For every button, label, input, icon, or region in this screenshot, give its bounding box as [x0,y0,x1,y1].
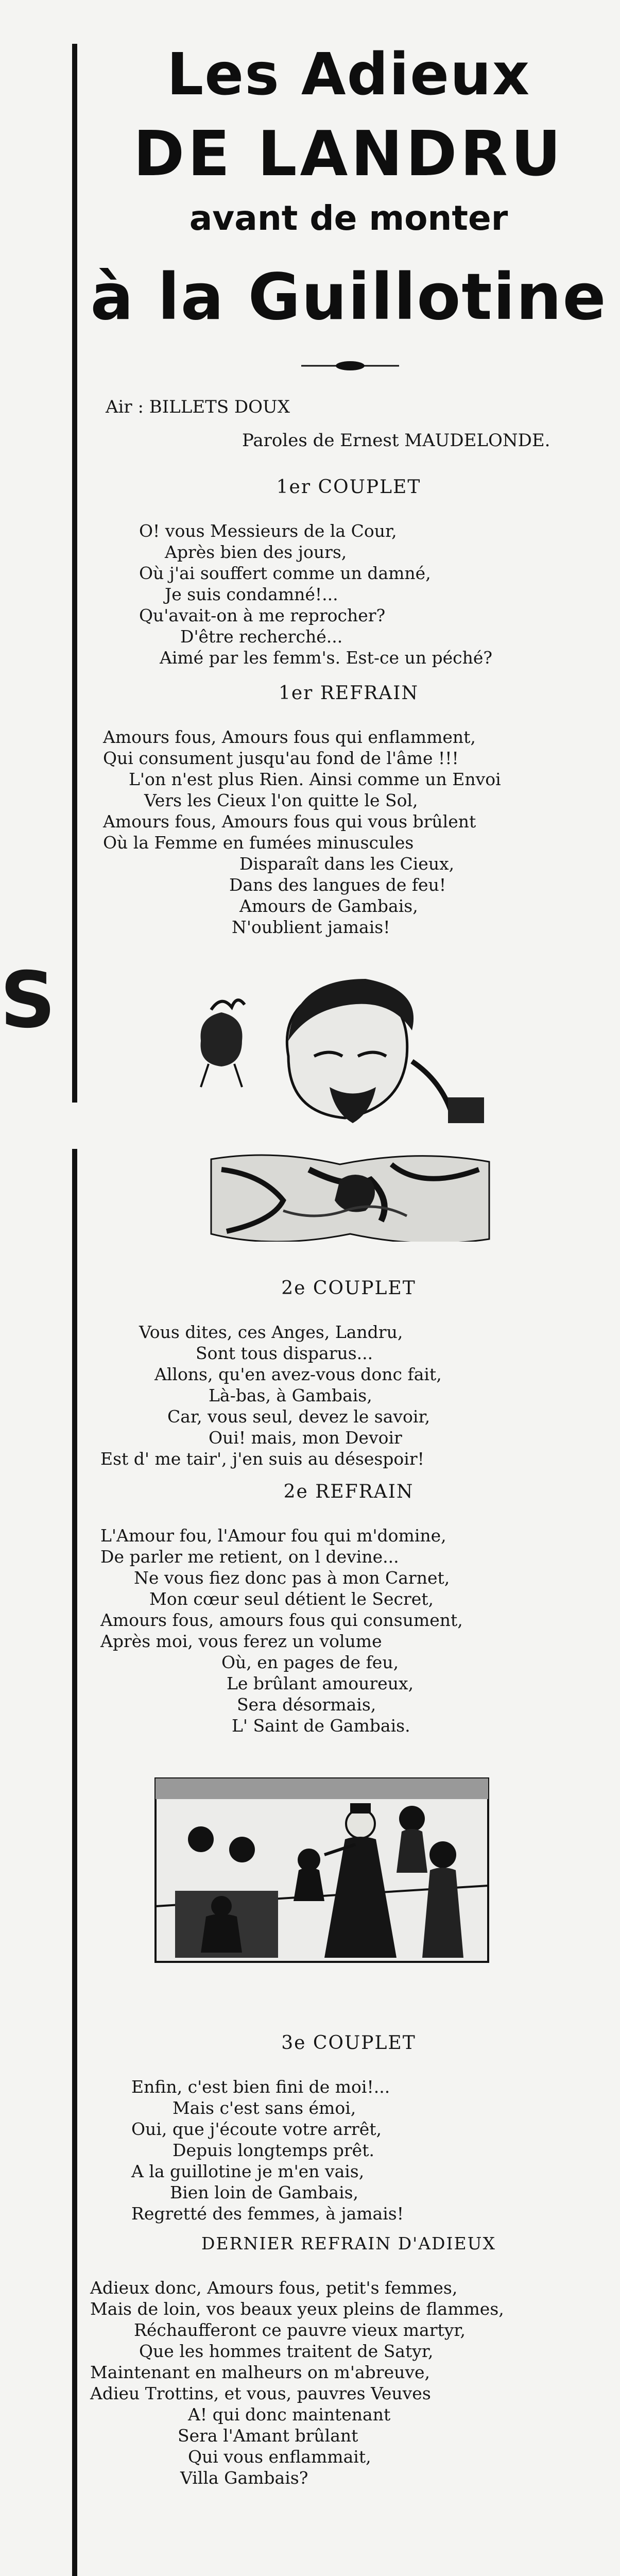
final-refrain-heading: DERNIER REFRAIN D'ADIEUX [201,2233,496,2253]
lyric-line: Sont tous disparus... [196,1343,373,1363]
lyric-line: Qui consument jusqu'au fond de l'âme !!! [103,748,459,768]
lyric-line: Ne vous fiez donc pas à mon Carnet, [134,1568,450,1588]
lyric-line: D'être recherché... [180,626,343,647]
lyric-line: Mais c'est sans émoi, [173,2098,356,2118]
man-with-purse-illustration [180,979,500,1123]
lyric-line: N'oublient jamais! [232,917,390,937]
cropped-side-letter: S [0,956,56,1045]
lyric-line: Sera l'Amant brûlant [178,2426,358,2446]
lyric-line: Allons, qu'en avez-vous donc fait, [154,1364,442,1384]
lyric-line: Amours fous, Amours fous qui enflamment, [103,727,476,747]
lyric-line: Mais de loin, vos beaux yeux pleins de flammes, [90,2299,504,2319]
lyric-line: Maintenant en malheurs on m'abreuve, [90,2362,430,2382]
couplet-1-heading: 1er COUPLET [276,477,421,498]
lyric-line: Amours fous, amours fous qui consument, [100,1610,463,1630]
lyric-line: L'Amour fou, l'Amour fou qui m'domine, [100,1526,446,1546]
lyric-line: De parler me retient, on l devine... [100,1547,399,1567]
refrain-2-text [100,1525,463,1736]
left-vertical-rule-lower [72,1149,77,2576]
lyric-line: Le brûlant amoureux, [227,1673,414,1693]
lyric-line: Villa Gambais? [180,2468,308,2488]
lyric-line: Mon cœur seul détient le Secret, [149,1589,434,1609]
couplet-2-heading: 2e COUPLET [281,1278,416,1299]
lyric-line: Après moi, vous ferez un volume [100,1631,382,1651]
lyric-line: L' Saint de Gambais. [232,1716,410,1736]
courtroom-illustration [154,1777,489,1963]
lyric-line: Est d' me tair', j'en suis au désespoir! [100,1449,424,1469]
lyric-line: Après bien des jours, [165,542,347,562]
couplet-3-text [131,2076,404,2224]
lyric-line: Qu'avait-on à me reprocher? [139,605,386,625]
lyric-line: Regretté des femmes, à jamais! [131,2204,404,2224]
title-line-1: Les Adieux [166,41,531,108]
couplet-2-text [100,1321,442,1469]
refrain-2-heading: 2e REFRAIN [283,1481,414,1502]
couplet-3-heading: 3e COUPLET [281,2032,416,2054]
left-vertical-rule [72,44,77,1103]
lyric-line: O! vous Messieurs de la Cour, [139,521,397,541]
lyric-line: Dans des langues de feu! [229,875,446,895]
lyric-line: Bien loin de Gambais, [170,2182,359,2202]
final-refrain-text [90,2277,504,2488]
lyric-line: Où j'ai souffert comme un damné, [139,563,431,583]
lyric-line: Amours de Gambais, [239,896,418,916]
lyric-line: Amours fous, Amours fous qui vous brûlent [103,811,476,832]
lyric-line: Adieu Trottins, et vous, pauvres Veuves [90,2383,431,2403]
ornament-divider [301,358,399,374]
lyric-line: Aimé par les femm's. Est-ce un péché? [160,648,493,668]
lyric-line: Où, en pages de feu, [221,1652,399,1672]
lyric-line: Oui! mais, mon Devoir [209,1428,402,1448]
lyric-line: A! qui donc maintenant [188,2404,391,2425]
title-line-2: DE LANDRU [133,118,564,190]
couplet-1-text [139,520,492,668]
lyric-line: Enfin, c'est bien fini de moi!... [131,2077,390,2097]
lyric-line: Là-bas, à Gambais, [209,1385,372,1405]
lyric-line: Où la Femme en fumées minuscules [103,833,414,853]
hands-illustration [206,1149,494,1242]
lyricist-credit: Paroles de Ernest MAUDELONDE. [242,430,550,451]
lyric-line: Je suis condamné!... [165,584,338,604]
lyric-line: Depuis longtemps prêt. [173,2140,374,2160]
lyric-line: L'on n'est plus Rien. Ainsi comme un Envoi [129,769,501,789]
lyric-line: A la guillotine je m'en vais, [131,2161,365,2181]
lyric-line: Disparaît dans les Cieux, [239,854,455,874]
lyric-line: Vous dites, ces Anges, Landru, [139,1322,403,1342]
refrain-1-heading: 1er REFRAIN [278,683,419,704]
lyric-line: Qui vous enflammait, [188,2447,371,2467]
lyric-line: Réchaufferont ce pauvre vieux martyr, [134,2320,466,2340]
title-line-3: avant de monter [189,198,508,238]
lyric-line: Adieux donc, Amours fous, petit's femmes, [90,2278,458,2298]
lyric-line: Que les hommes traitent de Satyr, [139,2341,434,2361]
lyric-line: Oui, que j'écoute votre arrêt, [131,2119,382,2139]
title-line-4: à la Guillotine [90,260,607,334]
lyric-line: Vers les Cieux l'on quitte le Sol, [144,790,418,810]
lyric-line: Sera désormais, [237,1694,376,1715]
lyric-line: Car, vous seul, devez le savoir, [167,1406,430,1427]
air-label: Air : BILLETS DOUX [106,397,290,417]
refrain-1-text [103,726,501,938]
